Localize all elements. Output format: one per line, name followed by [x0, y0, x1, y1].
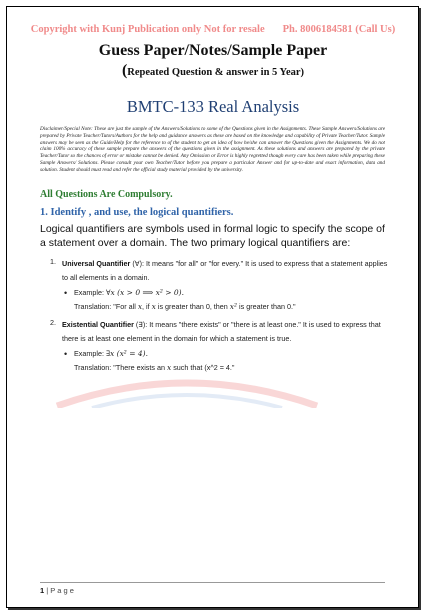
translation-text: is greater than 0.": [237, 302, 296, 311]
example-label: Example:: [74, 349, 104, 358]
intro-paragraph: Logical quantifiers are symbols used in formal logic to specify the scope of a statement over a domain. The two primary logical quantifiers are:: [40, 223, 385, 249]
bullet-icon: •: [64, 288, 68, 298]
question-heading: 1. Identify , and use, the logical quantifiers.: [40, 207, 234, 218]
translation-text: Translation: "There exists an: [74, 363, 167, 372]
item-symbol: (∀):: [132, 259, 145, 268]
bullet-icon: •: [64, 349, 68, 359]
page-footer: 1 | P a g e: [40, 586, 74, 595]
example-body: [74, 286, 394, 314]
translation-text: Translation: "For all: [74, 302, 138, 311]
item-number: 2.: [50, 318, 56, 327]
item-number: 1.: [50, 257, 56, 266]
item-body: [62, 257, 392, 285]
footer-divider: [40, 582, 385, 583]
example-label: Example:: [74, 288, 104, 297]
item-symbol: (∃):: [135, 320, 148, 329]
example-math: ∀x (x > 0 ⟹ x² > 0).: [105, 288, 184, 297]
watermark-logo: [52, 368, 322, 408]
doc-title: Guess Paper/Notes/Sample Paper: [98, 42, 328, 59]
page-label: P a g e: [50, 586, 74, 595]
disclaimer-note: Disclaimer/Special Note: These are just the sample of the Answers/Solutions to some of the Questions given in the Assignments. These Sample Answers/Solutions are prepared by Private Teacher/Tutors/Authors for the help and guidance answers as these are based on the knowledge and capability of Private Teacher/Tutor. Sample answers may be seen as the Guide/Help for the reference to of the student to get an idea of how he/she can answer the Questions given the Assignments. We do not claim 100% accuracy of these sample prepare the answers of the questions given in the assignment. As these solutions and answers are prepared by the private Teacher/Tutor so the chances of error or mistake cannot be denied. Any Omission or Error is highly regretted though every care has been taken while preparing these Sample Answers/ Solutions. Please consult your own Teacher/Tutor before you prepare a particular Answer and for up-to-date and exact information, data and solution. Student should must read and refer the official study material provided by the university.: [40, 126, 385, 173]
copyright-banner: [0, 24, 426, 35]
math-var: x²: [229, 302, 238, 311]
item-body: [62, 318, 392, 346]
translation-text: such that (x^2 = 4.": [171, 363, 235, 372]
item-term: Universal Quantifier: [62, 259, 131, 268]
item-term: Existential Quantifier: [62, 320, 134, 329]
item-description: It means "there exists" or "there is at least one." It is used to express that there is at least one element in the domain for which a statement is true.: [62, 320, 381, 343]
translation-text: , if: [142, 302, 152, 311]
item-description: It means "for all" or "for every." It is used to express that a statement applies to all elements in a domain.: [62, 259, 388, 282]
page-number: 1: [40, 586, 45, 595]
copyright-text: Copyright with Kunj Publication only Not for resale: [30, 24, 265, 35]
math-var: x: [166, 363, 172, 372]
doc-subtitle: (Repeated Question & answer in 5 Year): [121, 62, 305, 79]
translation-text: is greater than 0, then: [155, 302, 230, 311]
phone-text: Ph. 8006184581 (Call Us): [282, 24, 396, 35]
subtitle-text: Repeated Question & answer in 5 Year: [127, 67, 301, 78]
example-math: ∃x (x² = 4).: [105, 349, 148, 358]
instructions-heading: All Questions Are Compulsory.: [40, 189, 173, 200]
course-title: BMTC-133 Real Analysis: [126, 97, 300, 116]
math-var: x: [137, 302, 143, 311]
math-var: x: [151, 302, 156, 311]
